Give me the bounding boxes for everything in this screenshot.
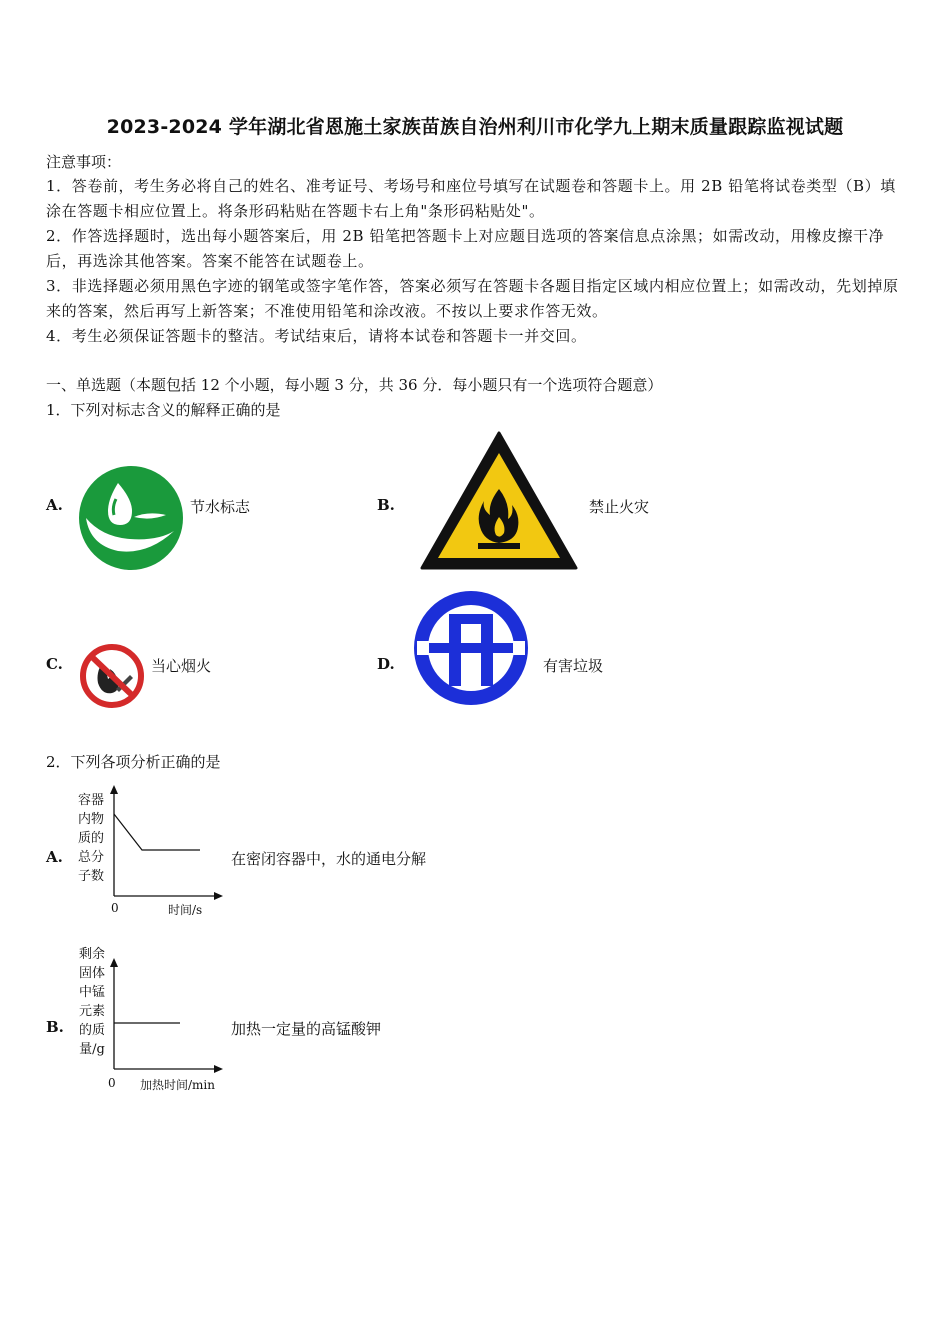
q2a-graph bbox=[106, 782, 226, 900]
q2-option-a-letter: A. bbox=[46, 848, 63, 866]
q2-option-a-text: 在密闭容器中，水的通电分解 bbox=[231, 850, 427, 868]
notice-item-1: 1．答卷前，考生务必将自己的姓名、准考证号、考场号和座位号填写在试题卷和答题卡上。用 2B 铅笔将试卷类型（B）填涂在答题卡相应位置上。将条形码粘贴在答题卡右上角"条形码粘贴处"。 bbox=[46, 177, 896, 220]
notice-heading: 注意事项： bbox=[46, 153, 122, 171]
q2a-origin-label: 0 bbox=[111, 901, 119, 915]
water-saving-sign-icon bbox=[78, 465, 184, 571]
recyclable-sign-icon bbox=[413, 590, 529, 706]
q2-option-b-letter: B. bbox=[46, 1018, 64, 1036]
page-title: 2023-2024 学年湖北省恩施土家族苗族自治州利川市化学九上期末质量跟踪监视试题 bbox=[106, 116, 844, 138]
question-2-stem: 2．下列各项分析正确的是 bbox=[46, 753, 221, 771]
q1-option-d-text: 有害垃圾 bbox=[543, 657, 604, 675]
q1-option-a-text: 节水标志 bbox=[190, 498, 251, 516]
q1-option-b-letter: B. bbox=[377, 496, 395, 514]
q2-option-b-text: 加热一定量的高锰酸钾 bbox=[231, 1020, 382, 1038]
q2b-y-axis-label: 剩余 固体 中锰 元素 的质 量/g bbox=[78, 947, 105, 1057]
q1-option-c-text: 当心烟火 bbox=[151, 657, 212, 675]
q1-option-c-letter: C. bbox=[46, 655, 63, 673]
notice-item-4: 4．考生必须保证答题卡的整洁。考试结束后，请将本试卷和答题卡一并交回。 bbox=[46, 327, 587, 345]
section-heading: 一、单选题（本题包括 12 个小题，每小题 3 分，共 36 分．每小题只有一个选项符合题意） bbox=[46, 376, 663, 394]
q1-option-d-letter: D. bbox=[377, 655, 395, 673]
q2a-y-axis-label: 容器 内物 质的 总分 子数 bbox=[77, 793, 104, 884]
q2b-origin-label: 0 bbox=[108, 1076, 116, 1090]
no-fire-sign-icon bbox=[78, 643, 146, 709]
q2b-x-axis-label: 加热时间/min bbox=[140, 1078, 215, 1092]
q2b-graph bbox=[106, 955, 226, 1075]
flammable-warning-sign-icon bbox=[420, 431, 578, 571]
q1-option-b-text: 禁止火灾 bbox=[589, 498, 650, 516]
notice-item-2: 2．作答选择题时，选出每小题答案后，用 2B 铅笔把答题卡上对应题目选项的答案信息点涂黑；如需改动，用橡皮擦干净后，再选涂其他答案。答案不能答在试题卷上。 bbox=[46, 227, 885, 270]
question-1-stem: 1．下列对标志含义的解释正确的是 bbox=[46, 401, 281, 419]
q1-option-a-letter: A. bbox=[46, 496, 63, 514]
q2a-x-axis-label: 时间/s bbox=[168, 903, 203, 917]
notice-item-3: 3．非选择题必须用黑色字迹的钢笔或签字笔作答，答案必须写在答题卡各题目指定区域内相应位置上；如需改动，先划掉原来的答案，然后再写上新答案；不准使用铅笔和涂改液。不按以上要求作答无效。 bbox=[46, 277, 899, 320]
